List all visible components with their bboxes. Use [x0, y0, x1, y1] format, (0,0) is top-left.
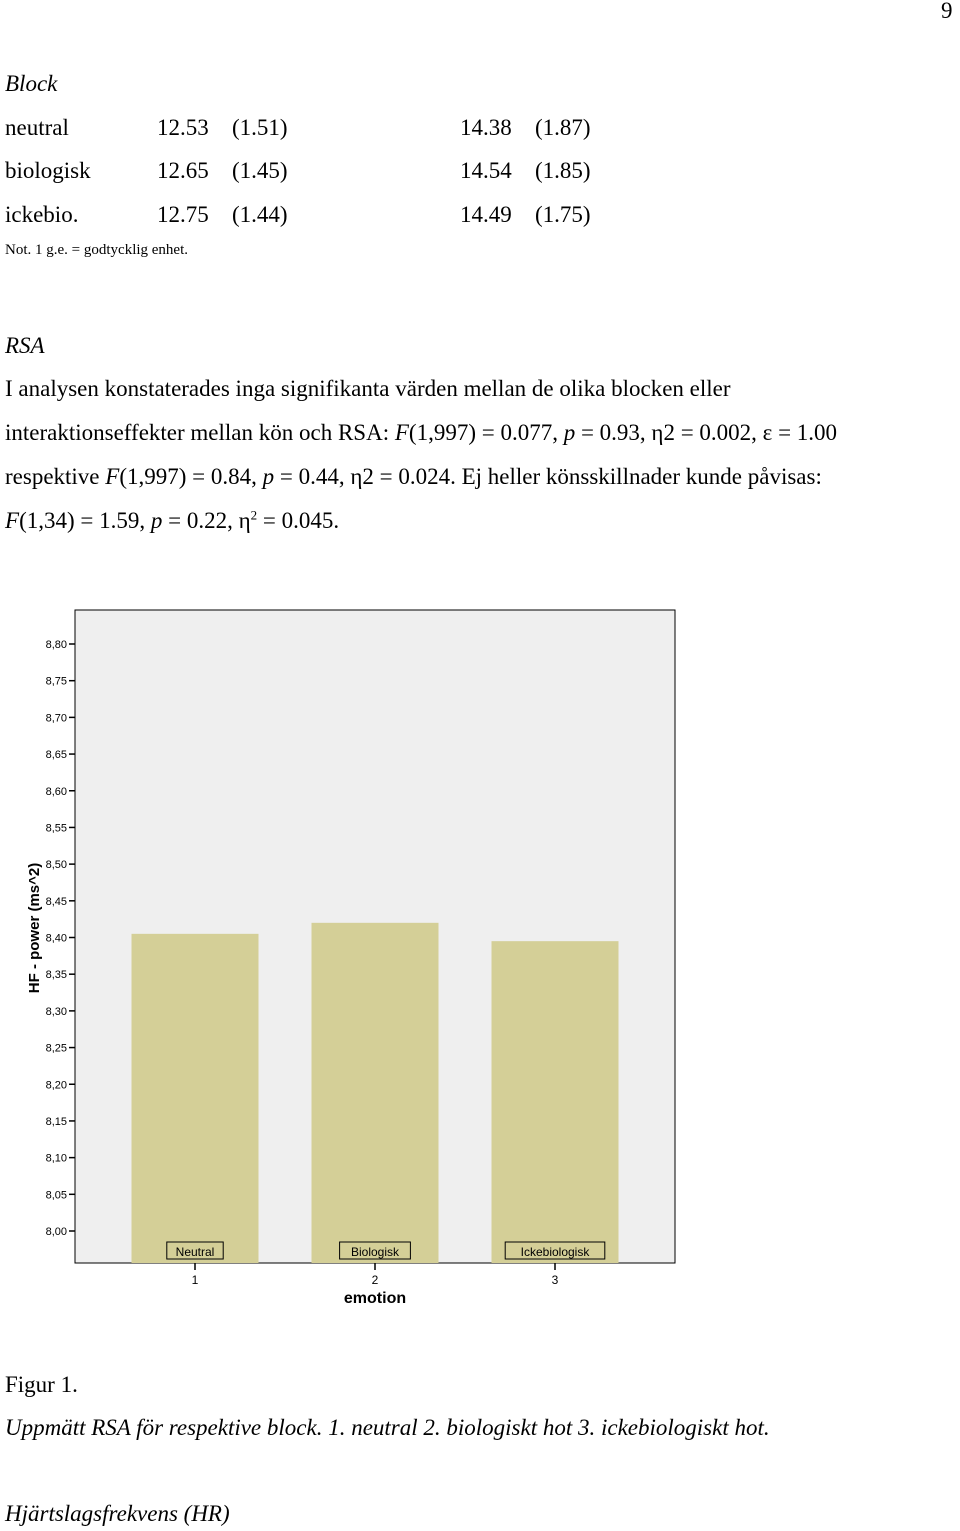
rsa-text: = 0.93, η2 = 0.002, ε = 1.00 [575, 420, 838, 445]
sd-col1: (1.44) [232, 202, 288, 227]
y-tick-label: 8,55 [45, 822, 67, 835]
f-symbol: F [5, 508, 20, 533]
mean-col2: 14.38 [460, 115, 512, 140]
bar [492, 941, 619, 1263]
rsa-text: = 0.045. [257, 508, 340, 533]
superscript: 2 [250, 507, 258, 523]
figure-label: Figur 1. [5, 1372, 78, 1397]
hr-heading: Hjärtslagsfrekvens (HR) [5, 1501, 230, 1526]
sd-col2: (1.87) [535, 115, 591, 140]
category-label: Biologisk [350, 1245, 400, 1259]
bar-chart [0, 580, 960, 1320]
y-tick-label: 8,60 [45, 785, 67, 798]
p-symbol: p [262, 464, 275, 489]
page-number: 9 [941, 0, 953, 23]
rsa-heading: RSA [5, 333, 45, 358]
y-tick-label: 8,35 [45, 969, 67, 982]
y-tick-label: 8,20 [45, 1079, 67, 1092]
sd-col2: (1.85) [535, 158, 591, 183]
mean-col2: 14.54 [460, 158, 512, 183]
mean-col1: 12.75 [157, 202, 209, 227]
bar [312, 923, 439, 1263]
rsa-line-4 [5, 507, 339, 535]
row-label: neutral [5, 115, 69, 140]
p-symbol: p [563, 420, 576, 445]
rsa-text: = 0.44, η2 = 0.024. Ej heller könsskillnader kunde påvisas: [274, 464, 822, 489]
y-tick-label: 8,70 [45, 712, 67, 725]
mean-col1: 12.65 [157, 158, 209, 183]
bar [132, 934, 259, 1263]
category-label: Neutral [175, 1245, 215, 1259]
f-symbol: F [394, 420, 409, 445]
y-tick-label: 8,40 [45, 932, 67, 945]
p-symbol: p [150, 508, 163, 533]
x-tick-label: 1 [191, 1273, 199, 1287]
y-tick-label: 8,50 [45, 859, 67, 872]
y-tick-label: 8,75 [45, 675, 67, 688]
category-label: Ickebiologisk [520, 1245, 590, 1259]
sd-col2: (1.75) [535, 202, 591, 227]
rsa-text: = 0.22, η [162, 508, 251, 533]
row-label: biologisk [5, 158, 91, 183]
mean-col2: 14.49 [460, 202, 512, 227]
rsa-line-1: I analysen konstaterades inga signifikanta värden mellan de olika blocken eller [5, 376, 731, 401]
y-tick-label: 8,45 [45, 895, 67, 908]
y-tick-label: 8,65 [45, 749, 67, 762]
sd-col1: (1.45) [232, 158, 288, 183]
bars [132, 923, 619, 1263]
rsa-text: (1,997) = 0.84, [119, 464, 263, 489]
y-tick-label: 8,25 [45, 1042, 67, 1055]
y-tick-label: 8,80 [45, 639, 67, 651]
rsa-text: (1,997) = 0.077, [408, 420, 564, 445]
y-tick-label: 8,10 [45, 1152, 67, 1165]
table-note: Not. 1 g.e. = godtycklig enhet. [5, 242, 189, 258]
y-axis-title: HF - power (ms^2) [26, 862, 43, 994]
x-tick-label: 2 [371, 1273, 379, 1287]
x-tick-label: 3 [551, 1273, 559, 1287]
rsa-text: interaktionseffekter mellan kön och RSA: [5, 420, 395, 445]
mean-col1: 12.53 [157, 115, 209, 140]
rsa-line-2 [5, 419, 837, 447]
sd-col1: (1.51) [232, 115, 288, 140]
y-tick-label: 8,30 [45, 1005, 67, 1018]
y-tick-label: 8,05 [45, 1189, 67, 1202]
y-tick-label: 8,00 [45, 1226, 67, 1238]
block-heading: Block [5, 71, 58, 96]
f-symbol: F [105, 464, 120, 489]
x-axis [192, 1263, 559, 1287]
y-tick-label: 8,15 [45, 1115, 67, 1128]
rsa-line-3 [5, 463, 822, 491]
row-label: ickebio. [5, 202, 79, 227]
x-axis-title: emotion [343, 1290, 407, 1307]
rsa-text: respektive [5, 464, 106, 489]
y-axis [46, 639, 75, 1238]
rsa-text: (1,34) = 1.59, [19, 508, 151, 533]
figure-caption: Uppmätt RSA för respektive block. 1. neutral 2. biologiskt hot 3. ickebiologiskt hot. [5, 1415, 770, 1440]
